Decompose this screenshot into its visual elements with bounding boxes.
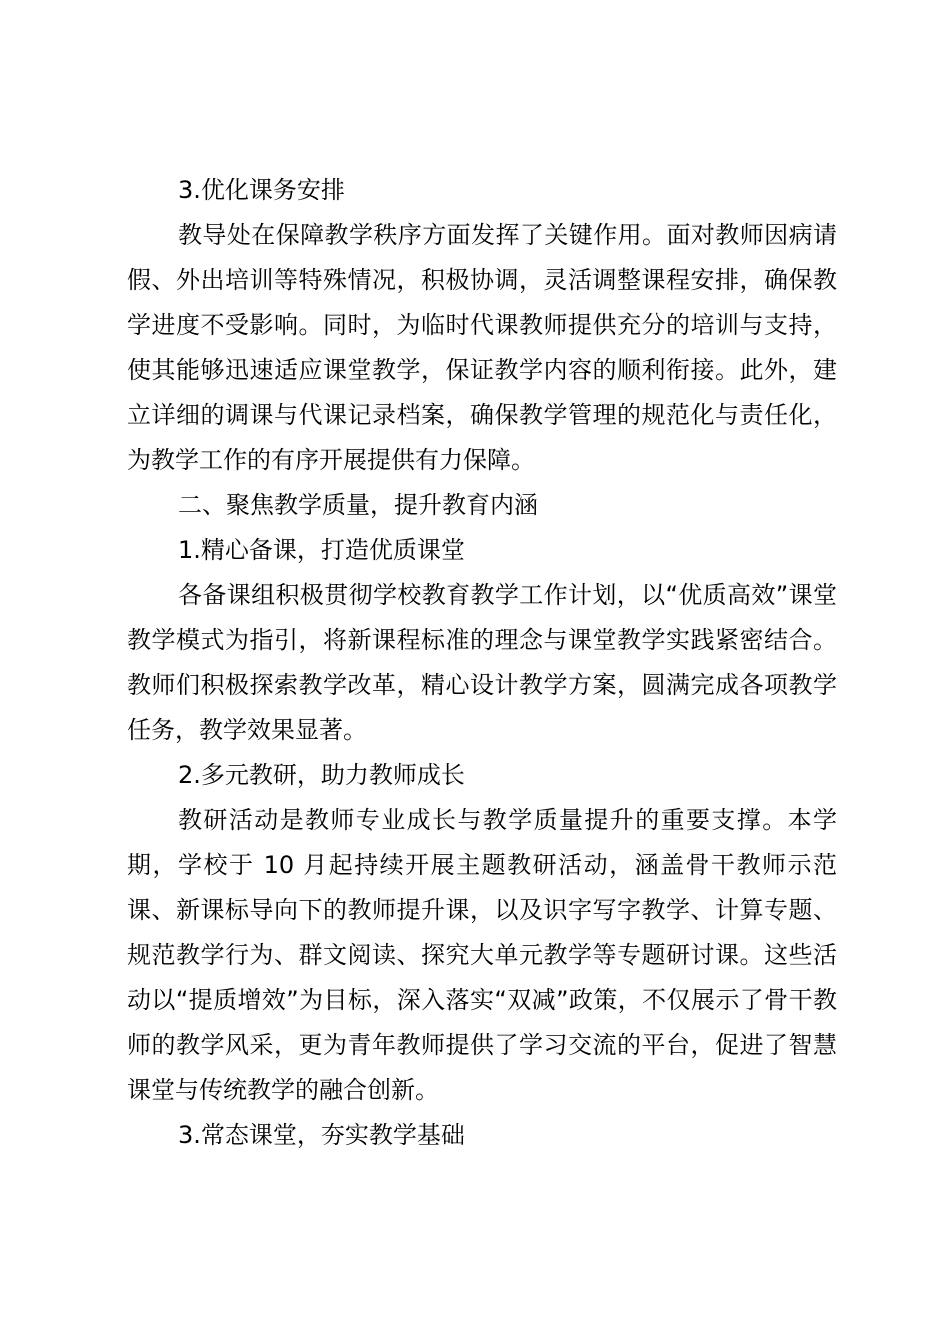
section-heading-teaching-research: 2.多元教研，助力教师成长 — [178, 761, 465, 789]
chapter-heading-teaching-quality: 二、聚焦教学质量，提升教育内涵 — [178, 491, 538, 519]
section-heading-regular-classroom: 3.常态课堂，夯实教学基础 — [178, 1121, 465, 1149]
paragraph-lesson-prep: 各备课组积极贯彻学校教育教学工作计划，以“优质高效”课堂教学模式为指引，将新课程标准的理念与课堂教学实践紧密结合。教师们积极探索教学改革，精心设计教学方案，圆满完成各项教学任务，教学效果显著。 — [127, 581, 837, 744]
section-heading-course-arrangement: 3.优化课务安排 — [178, 176, 345, 204]
paragraph-course-arrangement: 教导处在保障教学秩序方面发挥了关键作用。面对教师因病请假、外出培训等特殊情况，积极协调，灵活调整课程安排，确保教学进度不受影响。同时，为临时代课教师提供充分的培训与支持，使其能够迅速适应课堂教学，保证教学内容的顺利衔接。此外，建立详细的调课与代课记录档案，确保教学管理的规范化与责任化，为教学工作的有序开展提供有力保障。 — [127, 221, 837, 474]
document-body — [127, 168, 837, 1158]
section-heading-lesson-prep: 1.精心备课，打造优质课堂 — [178, 536, 465, 564]
paragraph-teaching-research: 教研活动是教师专业成长与教学质量提升的重要支撑。本学期，学校于 10 月起持续开展主题教研活动，涵盖骨干教师示范课、新课标导向下的教师提升课，以及识字写字教学、计算专题、规范教学行为、群文阅读、探究大单元教学等专题研讨课。这些活动以“提质增效”为目标，深入落实“双减”政策，不仅展示了骨干教师的教学风采，更为青年教师提供了学习交流的平台，促进了智慧课堂与传统教学的融合创新。 — [127, 806, 837, 1104]
